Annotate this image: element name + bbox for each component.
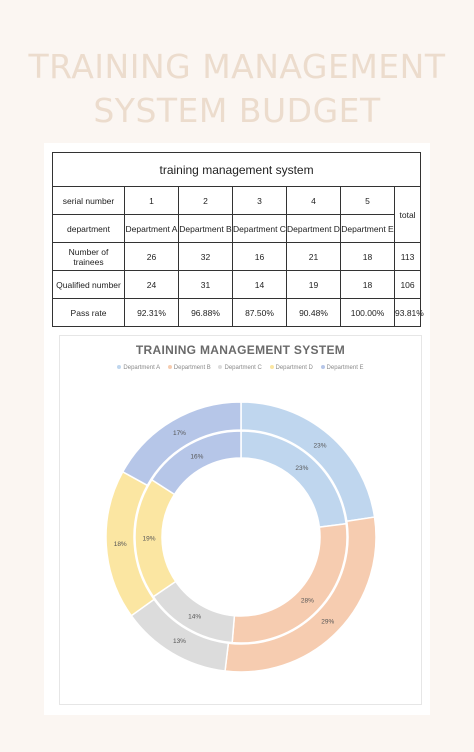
slice-label: 16% xyxy=(190,453,204,461)
table-cell: 106 xyxy=(395,271,421,299)
table-row xyxy=(53,271,421,299)
table-cell: 1 xyxy=(125,187,179,215)
donut-svg xyxy=(60,336,421,704)
table-cell: 90.48% xyxy=(287,299,341,327)
slice-label: 17% xyxy=(172,429,186,437)
table-cell: 87.50% xyxy=(233,299,287,327)
slice-label: 28% xyxy=(300,597,314,605)
slice-label: 23% xyxy=(295,465,309,473)
legend-label: Department B xyxy=(173,365,211,371)
table-cell: Department A xyxy=(125,215,179,243)
legend-label: Department E xyxy=(326,365,364,371)
table-cell: Department C xyxy=(233,215,287,243)
legend-label: Department A xyxy=(123,365,161,371)
table-row xyxy=(53,187,421,215)
donut-chart xyxy=(59,335,422,705)
table-cell: 18 xyxy=(341,243,395,271)
table-cell: 96.88% xyxy=(179,299,233,327)
table-cell: 19 xyxy=(287,271,341,299)
table-cell: 3 xyxy=(233,187,287,215)
table-row xyxy=(53,299,421,327)
table-cell: 21 xyxy=(287,243,341,271)
slice-label: 13% xyxy=(172,638,186,646)
slice-label: 14% xyxy=(188,613,202,621)
table-cell: Department B xyxy=(179,215,233,243)
row-label: Qualified number xyxy=(53,271,125,299)
slice-label: 18% xyxy=(113,541,127,549)
budget-table xyxy=(52,152,424,327)
table-cell: 31 xyxy=(179,271,233,299)
legend-label: Department D xyxy=(275,365,313,371)
legend-label: Department C xyxy=(224,365,262,371)
table-cell: 24 xyxy=(125,271,179,299)
page-title-line-1: TRAINING MANAGEMENT xyxy=(28,47,446,86)
table-cell: 92.31% xyxy=(125,299,179,327)
table-cell: 2 xyxy=(179,187,233,215)
table-cell: 4 xyxy=(287,187,341,215)
slice-label: 29% xyxy=(321,618,335,626)
slice-label: 19% xyxy=(142,535,156,543)
page-title-line-2: SYSTEM BUDGET xyxy=(93,91,381,130)
row-label: Number of trainees xyxy=(53,243,125,271)
table-cell: 26 xyxy=(125,243,179,271)
total-header: total xyxy=(395,187,421,243)
chart-title: TRAINING MANAGEMENT SYSTEM xyxy=(135,343,346,357)
table-cell: 18 xyxy=(341,271,395,299)
table-row xyxy=(53,215,421,243)
row-label: Pass rate xyxy=(53,299,125,327)
table-cell: Department E xyxy=(341,215,395,243)
table-cell: 16 xyxy=(233,243,287,271)
table-cell: 93.81% xyxy=(395,299,421,327)
table-heading: training management system xyxy=(53,153,421,187)
table-cell: 113 xyxy=(395,243,421,271)
table-row xyxy=(53,243,421,271)
table-cell: 100.00% xyxy=(341,299,395,327)
table-cell: Department D xyxy=(287,215,341,243)
row-label: department xyxy=(53,215,125,243)
table-cell: 14 xyxy=(233,271,287,299)
slice-label: 23% xyxy=(313,442,327,450)
row-label: serial number xyxy=(53,187,125,215)
table-cell: 32 xyxy=(179,243,233,271)
table-cell: 5 xyxy=(341,187,395,215)
